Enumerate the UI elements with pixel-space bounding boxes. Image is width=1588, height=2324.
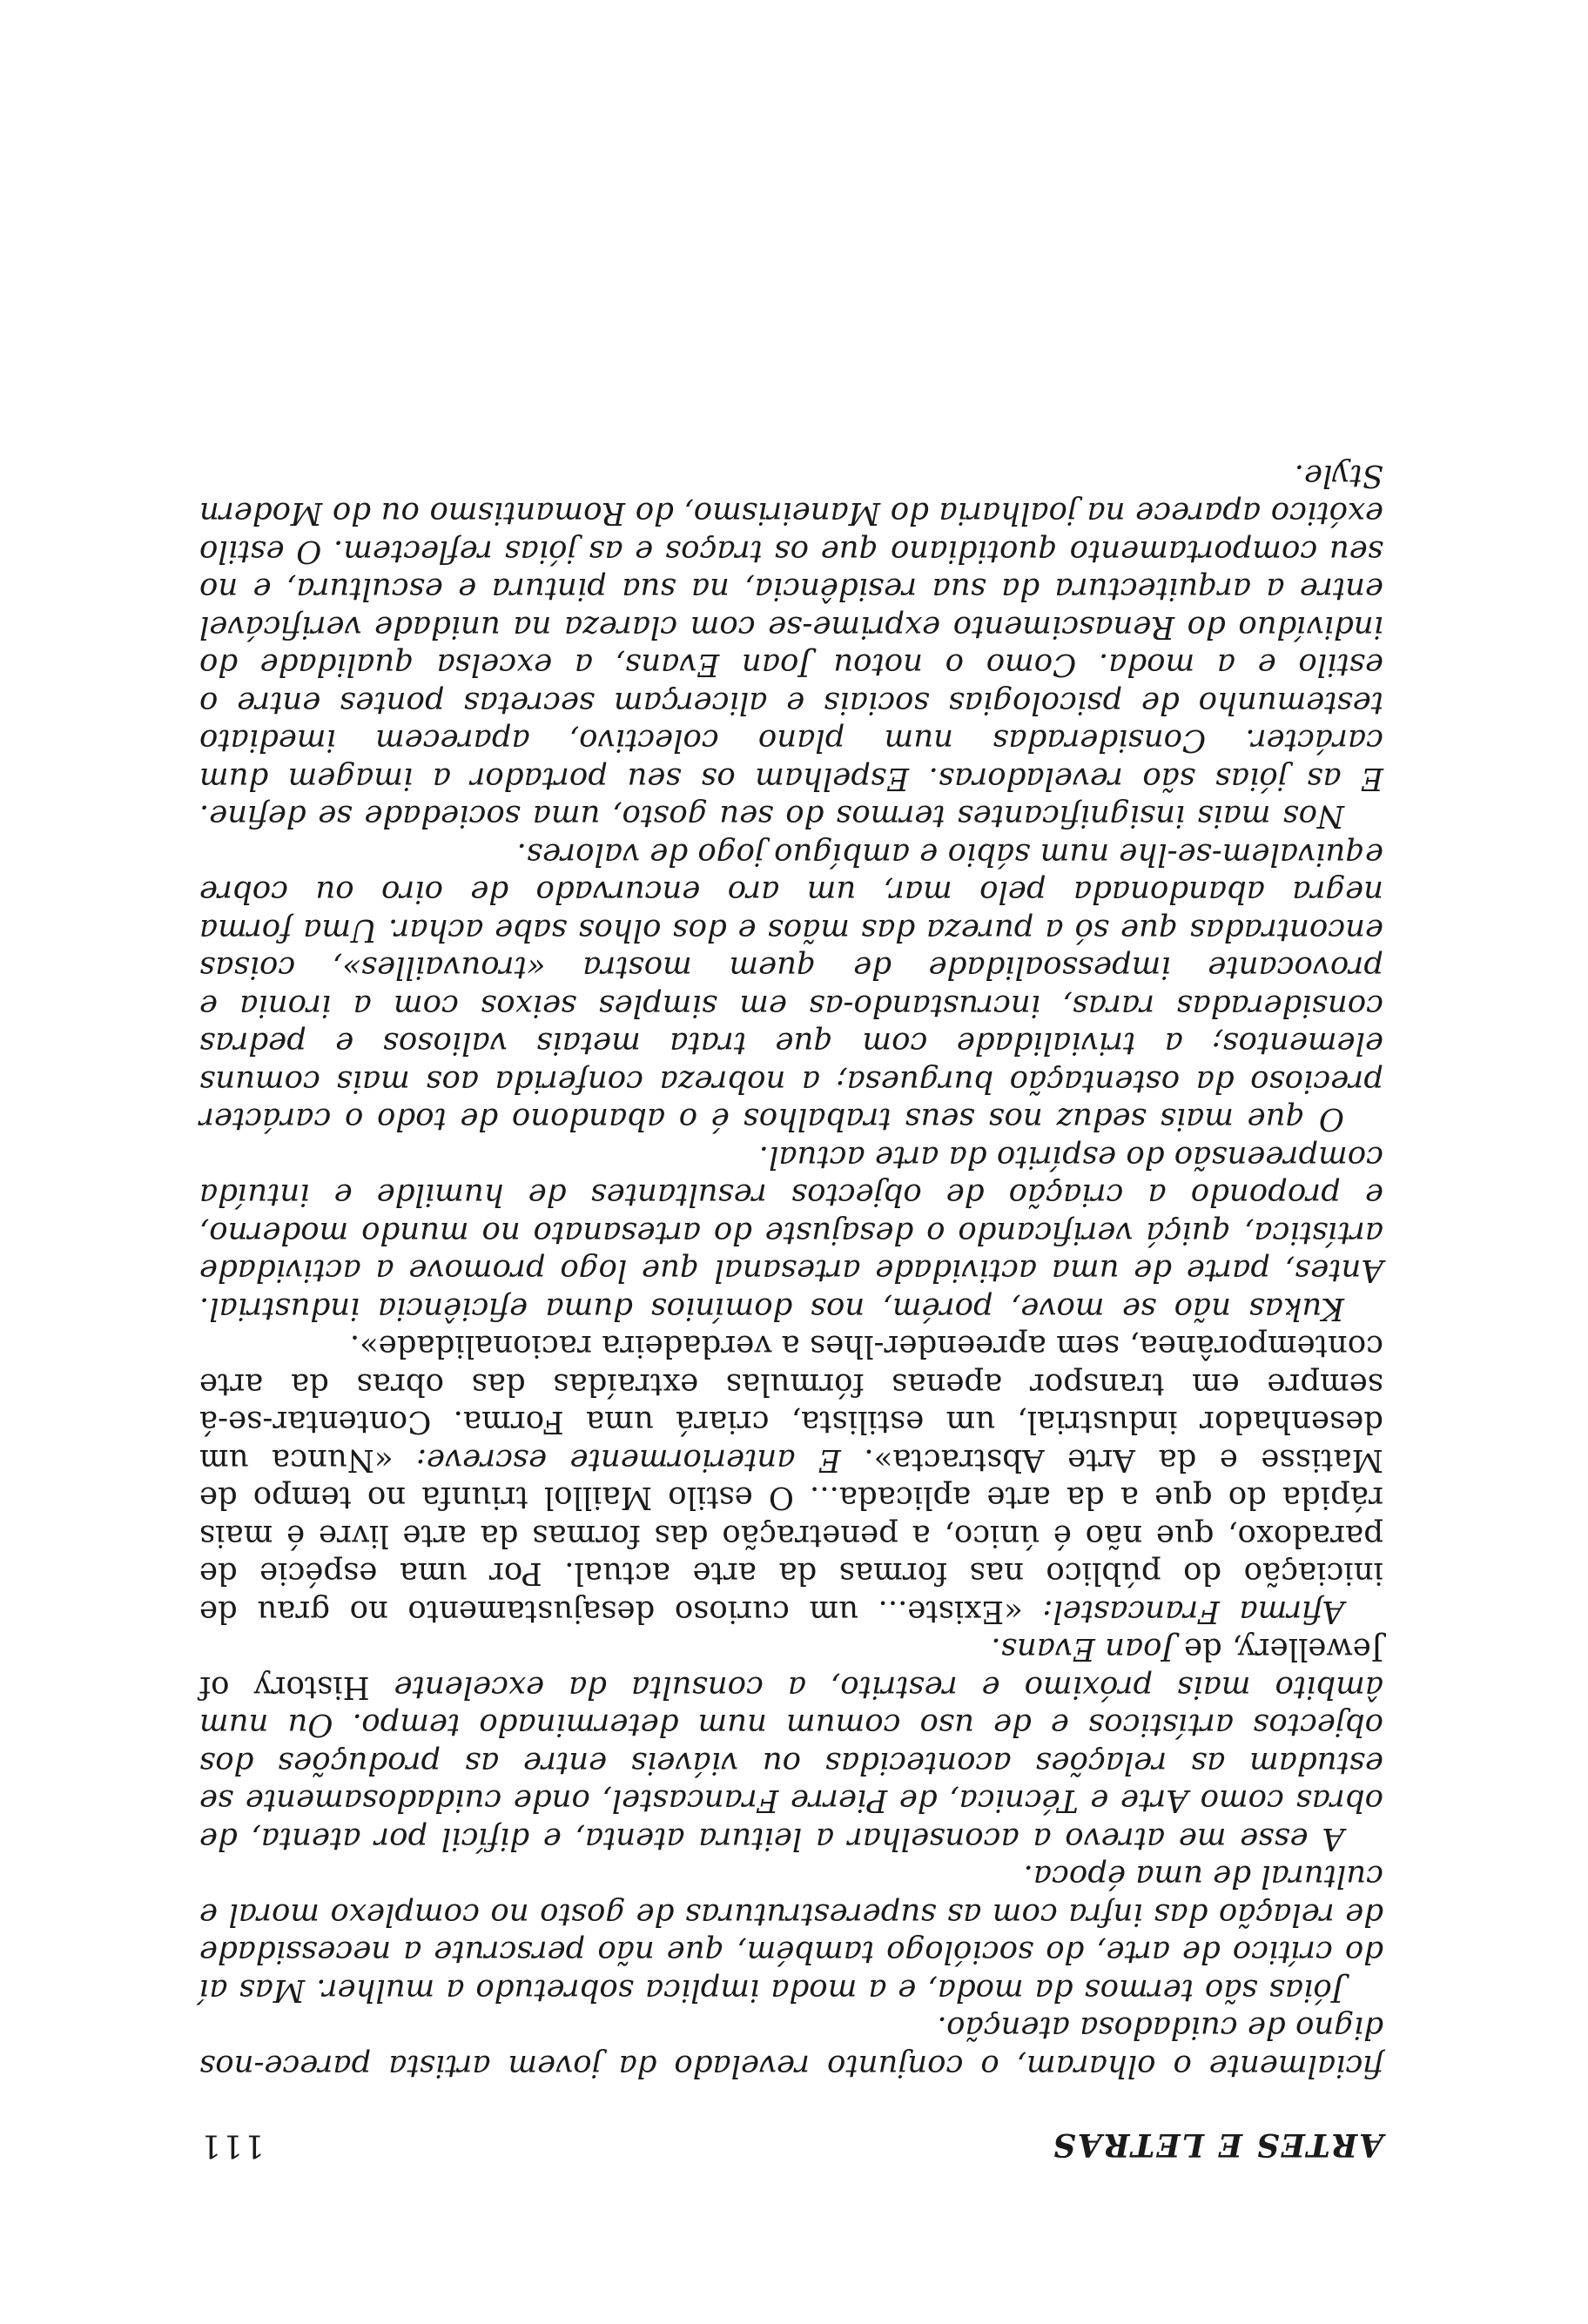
paragraph-italic-run: Afirma Francastel: [1042,1594,1344,1629]
paragraph-roman-run: History of Jewellery, de [198,1631,1383,1705]
running-head [199,2126,1383,2163]
paragraph: Kukas não se move, porém, nos domínios duma eficiência industrial. Antes, parte de uma actividade artesanal que logo promove a actividade artística, quiçá verificando o desajuste do artesanato no mundo moderno, e propondo a criação de objectos resultantes de humilde e intuída compreensão do espírito da arte actual. [199,1139,1383,1327]
paragraph-italic-run: Joan Evans. [991,1631,1174,1668]
paragraph: O que mais seduz nos seus trabalhos é o abandono de todo o carácter precioso da ostentação burguesa; a nobreza conferida aos mais comuns elementos; a trivialidade com que trata metais valiosos e pedras consideradas raras, incrustando-as em simples seixos com a ironia e provocante impessoalidade de quem mostra «trouvailles», coisas encontradas que só a pureza das mãos e dos olhos sabe achar. Uma forma negra abandonada pelo mar, um aro encurvado de oiro ou cobre equivalem-se-lhe num sábio e ambíguo jogo de valores. [199,836,1383,1138]
section-title: ARTES E LETRAS [1051,2126,1383,2163]
paragraph-roman-run: «Existe... um curioso desajustamento no grau de iniciação do público nas formas da arte actual. Por uma espécie de paradoxo, que não é único, a penetração das formas da arte livre é mais rápida do que a da arte aplicada... O estilo Maillol triunfa no tempo de Matisse e da Arte Abstracta». [199,1442,1383,1629]
paragraph: Jóias são termos da moda, e a moda implica sobretudo a mulher. Mas aí do crítico de arte, do sociólogo também, que não perscrute a necessidade de relação das infra com as superestruturas de gosto no complexo moral e cultural de uma época. [199,1858,1383,2008]
paragraph: Nos mais insignificantes termos do seu gosto, uma sociedade se define. E as jóias são reveladoras. Espelham os seu portador a imagem dum carácter. Consideradas num plano colectivo, aparecem imediato testemunho de psicologias sociais e alicerçam secretas pontes entre o estilo e a moda. Como o notou Joan Evans, a excelsa qualidade do indivíduo do Renascimento exprime-se com clareza na unidade verificável entre a arquitectura da sua residência, na sua pintura e escultura, e no seu comportamento quotidiano que os traços e as jóias reflectem. O estilo exótico aparece na joalharia do Maneirismo, do Romantismo ou do Modern Style. [199,458,1383,835]
body-text [199,457,1383,2086]
paragraph [199,1630,1383,1857]
paragraph-italic-run: E anteriormente escreve: [416,1442,841,1478]
paragraph-roman-run: «Nunca um desenhador industrial, um estilista, criará uma Forma. Contentar-se-á sempre em transpor apenas fórmulas extraídas das obras da arte contemporânea, sem apreender-lhes a verdadeira racionalidade». [198,1328,1383,1478]
paragraph [199,1327,1383,1630]
paragraph: ficialmente o olharam, o conjunto revelado da jovem artista parece-nos digno de cuidadosa atenção. [199,2010,1383,2084]
paragraph-italic-run: A esse me atrevo a aconselhar a leitura atenta, e difícil por atenta, de obras como Arte e Técnica, de Pierre Francastel, onde cuidadosamente se estudam as relações acontecidas ou viáveis entre as produções dos objectos artísticos e de uso comum num determinado tempo. Ou num âmbito mais próximo e restrito, a consulta da excelente [199,1669,1383,1857]
page-number: 111 [199,2127,265,2163]
